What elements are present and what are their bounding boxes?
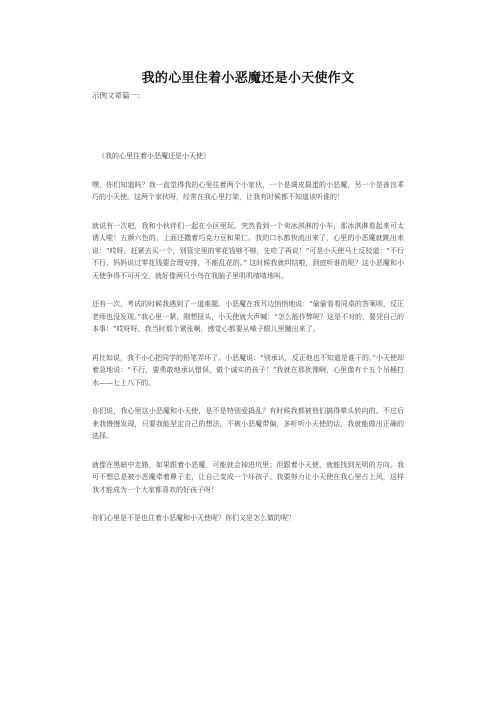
paragraph-4: 再比如说，我不小心把同学的铅笔弄坏了。小恶魔说：“别承认，反正他也不知道是谁干的。”小天使却着急地说：“不行，要勇敢地承认错误，做个诚实的孩子！”我就在那犹豫啊，心里像有十五个吊桶打水——七上八下的。 [92,353,404,387]
paragraph-5: 你们说，我心里这小恶魔和小天使，是不是特别爱捣乱？有时候我都被他们搞得晕头转向的。不过后来我慢慢发现，只要我能坚定自己的想法，不被小恶魔带偏，多听听小天使的话，我就能做出正确的选择。 [92,407,404,440]
document-title: 我的心里住着小恶魔还是小天使作文 [141,71,355,86]
paragraph-2: 就说有一次吧，我和小伙伴们一起在小区里玩。突然看到一个卖冰淇淋的小车，那冰淇淋看起来可太诱人啦！五颜六色的，上面还撒着巧克力豆和果仁。我的口水都快流出来了，心里的小恶魔就跳出来说：“哎呀，赶紧去买一个，别管完里的零花钱够不够，先吃了再说！”可是小天使马上反驳道：“不行不行，妈妈说过零花钱要合理安排，不能乱花的。” 这时候我就纠结啦，到底听谁的呢？这小恶魔和小天使争得不可开交，就好像两只小鸟在我脑子里叽叽喳喳地叫。 [92,221,404,280]
paragraph-6: 就像在黑暗中走路，如果跟着小恶魔，可能就会掉进坑里；但跟着小天使，就能找到光明的方向。我可不想总是被小恶魔牵着鼻子走，让自己变成一个坏孩子。我要努力让小天使在我心里占上风，这样我才能成为一个大家都喜欢的好孩子呀！ [92,460,404,494]
article-subtitle: 《我的心里住着小恶魔还是小天使》 [98,152,210,160]
paragraph-1: 嘿，你们知道吗？我一直觉得我的心里住着两个小家伙，一个是调皮捣蛋的小恶魔，另一个是善良乖巧的小天使。这两个家伙呀，经常在我心里打架，让我有时候都不知道该听谁的！ [92,180,404,201]
paragraph-3: 还有一次，考试的时候我遇到了一道难题。小恶魔在我耳边悄悄地说：“偷偷看看同桌的答案呗，反正老师也没发现。”我心里一紧，刚想扭头，小天使就大声喊：“怎么能作弊呢？这是不对的，要凭自己的本事！”哎呀呀，我当时那个紧张啊，感觉心都要从嗓子眼儿里蹦出来了。 [92,300,404,333]
paragraph-7: 你们心里是不是也住着小恶魔和小天使呢？你们又是怎么做的呢？ [92,514,295,522]
article-body [92,150,404,541]
intro-label: 示例文章篇一： [92,91,145,100]
